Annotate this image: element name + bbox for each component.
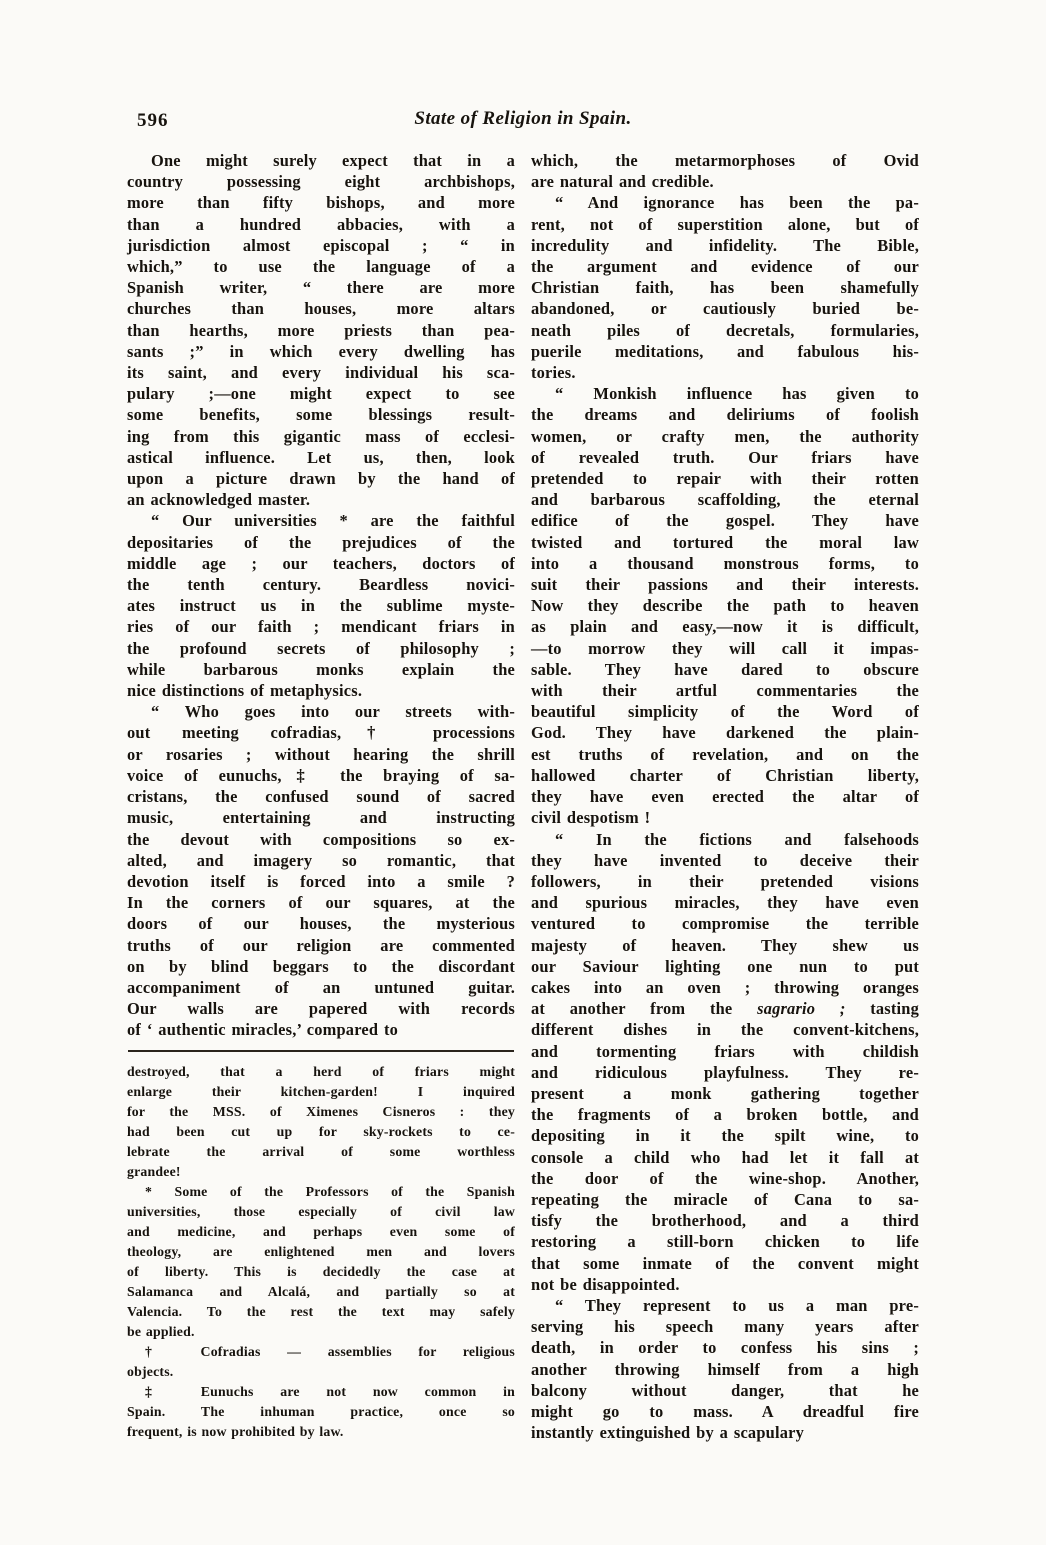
- text-line: [127, 1142, 515, 1162]
- text-span: sants ;” in which every dwelling has: [127, 341, 515, 361]
- text-span: of revealed truth. Our friars have: [531, 447, 919, 467]
- text-line: [531, 320, 919, 341]
- text-span: the devout with compositions so ex-: [127, 829, 515, 849]
- footnote-separator: [128, 1050, 514, 1052]
- text-span: doors of our houses, the mysterious: [127, 914, 515, 934]
- paragraph: [127, 1062, 515, 1182]
- text-line: [127, 1302, 515, 1322]
- text-span: the tenth century. Beardless novici-: [127, 575, 515, 595]
- text-span: that some inmate of the convent might: [531, 1253, 919, 1273]
- text-span: while barbarous monks explain the: [127, 659, 515, 679]
- text-span: not be disappointed.: [531, 1274, 680, 1294]
- text-line: [531, 362, 919, 383]
- text-span: civil despotism !: [531, 808, 651, 828]
- text-line: [531, 1231, 919, 1252]
- text-span: and medicine, and perhaps even some of: [127, 1223, 515, 1239]
- paragraph: [127, 1382, 515, 1442]
- text-line: [127, 404, 515, 425]
- text-line: [127, 1082, 515, 1102]
- text-span: devotion itself is forced into a smile ?: [127, 871, 515, 891]
- text-span: middle age ; our teachers, doctors of: [127, 553, 515, 573]
- text-line: [127, 447, 515, 468]
- text-line: [127, 595, 515, 616]
- text-line: [531, 489, 919, 510]
- text-line: [531, 383, 919, 404]
- text-span: nice distinctions of metaphysics.: [127, 681, 363, 701]
- text-span: for the MSS. of Ximenes Cisneros : they: [127, 1103, 515, 1119]
- text-span: on by blind beggars to the discordant: [127, 956, 515, 976]
- text-span: another throwing himself from a high: [531, 1359, 919, 1379]
- text-span: tisfy the brotherhood, and a third: [531, 1211, 919, 1231]
- text-span: ates instruct us in the sublime myste-: [127, 596, 515, 616]
- text-columns: [127, 150, 919, 1443]
- text-span: In the corners of our squares, at the: [127, 893, 515, 913]
- text-span: repeating the miracle of Cana to sa-: [531, 1189, 919, 1209]
- text-line: [531, 765, 919, 786]
- text-line: [127, 235, 515, 256]
- text-line: [127, 616, 515, 637]
- text-line: [531, 1041, 919, 1062]
- text-line: [127, 214, 515, 235]
- text-line: [127, 892, 515, 913]
- text-line: [531, 574, 919, 595]
- text-span: ventured to compromise the terrible: [531, 914, 919, 934]
- text-line: [531, 1359, 919, 1380]
- text-line: [127, 532, 515, 553]
- text-line: [531, 171, 919, 192]
- text-line: [531, 1253, 919, 1274]
- text-line: [127, 362, 515, 383]
- text-line: [531, 1422, 919, 1443]
- text-line: [531, 553, 919, 574]
- text-span: ries of our faith ; mendicant friars in: [127, 617, 515, 637]
- text-span: puerile meditations, and fabulous his-: [531, 341, 919, 361]
- text-line: [127, 1382, 515, 1402]
- text-span: console a child who had let it fall at: [531, 1147, 919, 1167]
- text-span: which, the metarmorphoses of Ovid: [531, 151, 919, 170]
- text-line: [127, 1202, 515, 1222]
- text-span: Now they describe the path to heaven: [531, 596, 919, 616]
- text-line: [531, 1274, 919, 1295]
- text-span: the dreams and deliriums of foolish: [531, 405, 919, 425]
- text-line: [531, 807, 919, 828]
- text-span: God. They have darkened the plain-: [531, 723, 919, 743]
- text-line: [127, 1182, 515, 1202]
- text-span: might go to mass. A dreadful fire: [531, 1401, 919, 1421]
- text-line: [531, 468, 919, 489]
- text-span: neath piles of decretals, formularies,: [531, 320, 919, 340]
- text-span: enlarge their kitchen-garden! I inquired: [127, 1083, 515, 1099]
- text-span: beautiful simplicity of the Word of: [531, 702, 919, 722]
- text-line: [531, 1168, 919, 1189]
- text-line: [127, 171, 515, 192]
- text-span: and tormenting friars with childish: [531, 1041, 919, 1061]
- text-span: than a hundred abbacies, with a: [127, 214, 515, 234]
- text-line: [127, 744, 515, 765]
- text-line: [531, 998, 919, 1019]
- text-line: [531, 595, 919, 616]
- text-line: [531, 701, 919, 722]
- text-line: [531, 977, 919, 998]
- text-span: cakes into an oven ; throwing oranges: [531, 977, 919, 997]
- text-line: [531, 1295, 919, 1316]
- text-line: [531, 659, 919, 680]
- text-line: [127, 489, 515, 510]
- text-span: Our walls are papered with records: [127, 999, 515, 1019]
- text-line: [127, 1242, 515, 1262]
- text-line: [531, 722, 919, 743]
- paragraph: [531, 150, 919, 192]
- text-line: [531, 341, 919, 362]
- text-span: out meeting cofradias,† processions: [127, 723, 515, 743]
- text-span: Valencia. To the rest the text may safely: [127, 1303, 515, 1319]
- text-line: [531, 277, 919, 298]
- text-line: [531, 829, 919, 850]
- text-line: [531, 913, 919, 934]
- text-line: [127, 807, 515, 828]
- paragraph: [127, 701, 515, 1040]
- text-span: music, entertaining and instructing: [127, 808, 515, 828]
- running-title: State of Religion in Spain.: [414, 108, 632, 129]
- text-line: [127, 850, 515, 871]
- text-span: serving his speech many years after: [531, 1317, 919, 1337]
- paragraph: [127, 1182, 515, 1342]
- text-line: [531, 447, 919, 468]
- text-span: of ‘ authentic miracles,’ compared to: [127, 1020, 399, 1040]
- text-span: theology, are enlightened men and lovers: [127, 1243, 515, 1259]
- text-line: [127, 1102, 515, 1122]
- text-line: [127, 659, 515, 680]
- text-span: Christian faith, has been shamefully: [531, 278, 919, 298]
- text-span: rent, not of superstition alone, but of: [531, 214, 919, 234]
- text-line: [127, 871, 515, 892]
- text-span: death, in order to confess his sins ;: [531, 1338, 919, 1358]
- text-line: [531, 1125, 919, 1146]
- text-line: [127, 1062, 515, 1082]
- text-span: more than fifty bishops, and more: [127, 193, 515, 213]
- text-span: frequent, is now prohibited by law.: [127, 1423, 344, 1439]
- text-span: grandee!: [127, 1163, 181, 1179]
- text-span: some benefits, some blessings result-: [127, 405, 515, 425]
- text-span: pulary ;—one might expect to see: [127, 384, 515, 404]
- paragraph: [531, 383, 919, 828]
- text-line: [127, 1422, 515, 1442]
- text-span: ‡ Eunuchs are not now common in: [145, 1383, 515, 1399]
- text-span: churches than houses, more altars: [127, 299, 515, 319]
- text-span: upon a picture drawn by the hand of: [127, 469, 515, 489]
- text-span: “ They represent to us a man pre-: [555, 1295, 919, 1315]
- text-span: twisted and tortured the moral law: [531, 532, 919, 552]
- text-line: [127, 956, 515, 977]
- text-line: [127, 426, 515, 447]
- text-span: depositaries of the prejudices of the: [127, 532, 515, 552]
- text-line: [531, 214, 919, 235]
- text-span: truths of our religion are commented: [127, 935, 515, 955]
- text-line: [531, 1316, 919, 1337]
- text-span: “ In the fictions and falsehoods: [555, 829, 919, 849]
- text-line: [531, 1147, 919, 1168]
- text-line: [531, 786, 919, 807]
- text-span: tasting: [845, 999, 919, 1019]
- text-span: different dishes in the convent-kitchens,: [531, 1020, 919, 1040]
- text-span: “ Our universities * are the faithful: [151, 511, 515, 531]
- text-span: its saint, and every individual his sca-: [127, 363, 515, 383]
- text-line: [127, 680, 515, 701]
- paragraph: [127, 510, 515, 701]
- text-line: [127, 935, 515, 956]
- text-line: [127, 1282, 515, 1302]
- text-span: † Cofradias — assemblies for religious: [145, 1343, 515, 1359]
- text-span: tories.: [531, 363, 576, 383]
- text-line: [127, 765, 515, 786]
- left-column-body: [127, 150, 515, 1041]
- text-span: country possessing eight archbishops,: [127, 172, 515, 192]
- text-line: [127, 786, 515, 807]
- text-span: lebrate the arrival of some worthless: [127, 1143, 515, 1159]
- text-line: [127, 277, 515, 298]
- text-span: our Saviour lighting one nun to put: [531, 956, 919, 976]
- text-span: be applied.: [127, 1323, 195, 1339]
- text-line: [531, 850, 919, 871]
- text-span: Spain. The inhuman practice, once so: [127, 1403, 515, 1419]
- text-line: [531, 1083, 919, 1104]
- text-line: [531, 1337, 919, 1358]
- text-line: [127, 574, 515, 595]
- text-span: had been cut up for sky-rockets to ce-: [127, 1123, 515, 1139]
- text-line: [127, 341, 515, 362]
- text-span: the fragments of a broken bottle, and: [531, 1105, 919, 1125]
- text-span: edifice of the gospel. They have: [531, 511, 919, 531]
- text-span: voice of eunuchs,‡ the braying of sa-: [127, 765, 515, 785]
- text-line: [127, 829, 515, 850]
- text-line: [531, 1062, 919, 1083]
- page-header: [127, 108, 919, 140]
- text-line: [531, 616, 919, 637]
- text-span: hallowed charter of Christian liberty,: [531, 765, 919, 785]
- text-line: [127, 383, 515, 404]
- text-line: [531, 256, 919, 277]
- text-span: jurisdiction almost episcopal ; “ in: [127, 235, 515, 255]
- text-line: [127, 1162, 515, 1182]
- text-line: [127, 510, 515, 531]
- text-line: [531, 1189, 919, 1210]
- text-line: [531, 426, 919, 447]
- text-span: women, or crafty men, the authority: [531, 426, 919, 446]
- left-column: [127, 150, 515, 1443]
- text-span: * Some of the Professors of the Spanish: [145, 1183, 515, 1199]
- text-span: with their artful commentaries the: [531, 681, 919, 701]
- text-line: [127, 1362, 515, 1382]
- text-span: ing from this gigantic mass of ecclesi-: [127, 426, 515, 446]
- text-span: sable. They have dared to obscure: [531, 659, 919, 679]
- text-line: [127, 298, 515, 319]
- paragraph: [531, 192, 919, 383]
- text-line: [127, 256, 515, 277]
- text-line: [127, 977, 515, 998]
- text-line: [531, 1210, 919, 1231]
- text-span: they have even erected the altar of: [531, 787, 919, 807]
- text-line: [127, 468, 515, 489]
- text-span: universities, those especially of civil law: [127, 1203, 515, 1219]
- text-line: [127, 553, 515, 574]
- page-number: 596: [137, 110, 169, 131]
- paragraph: [127, 150, 515, 510]
- text-span: —to morrow they will call it impas-: [531, 638, 919, 658]
- text-line: [127, 1402, 515, 1422]
- text-span: pretended to repair with their rotten: [531, 469, 919, 489]
- text-line: [531, 1019, 919, 1040]
- text-line: [531, 1401, 919, 1422]
- text-span: balcony without danger, that he: [531, 1380, 919, 1400]
- text-span: than hearths, more priests than pea-: [127, 320, 515, 340]
- text-line: [127, 1322, 515, 1342]
- paragraph: [127, 1342, 515, 1382]
- text-span: at another from the: [531, 999, 758, 1019]
- text-span: an acknowledged master.: [127, 490, 311, 510]
- paragraph: [531, 1295, 919, 1443]
- text-span: Salamanca and Alcalá, and partially so at: [127, 1283, 515, 1299]
- text-span: are natural and credible.: [531, 172, 714, 192]
- text-span: followers, in their pretended visions: [531, 871, 919, 891]
- text-span: destroyed, that a herd of friars might: [127, 1063, 515, 1079]
- text-line: [531, 638, 919, 659]
- text-span: Spanish writer, “ there are more: [127, 278, 515, 298]
- text-span: accompaniment of an untuned guitar.: [127, 977, 515, 997]
- text-span: alted, and imagery so romantic, that: [127, 850, 515, 870]
- text-span: restoring a still-born chicken to life: [531, 1232, 919, 1252]
- text-span: the door of the wine-shop. Another,: [531, 1168, 919, 1188]
- text-span: “ Who goes into our streets with-: [151, 702, 515, 722]
- text-span: and barbarous scaffolding, the eternal: [531, 490, 919, 510]
- right-column: [531, 150, 919, 1443]
- text-span: “ Monkish influence has given to: [555, 384, 919, 404]
- text-line: [127, 320, 515, 341]
- text-line: [127, 913, 515, 934]
- paragraph: [531, 829, 919, 1295]
- text-line: [127, 1342, 515, 1362]
- text-span: One might surely expect that in a: [151, 151, 515, 170]
- text-span: present a monk gathering together: [531, 1083, 919, 1103]
- text-span: cristans, the confused sound of sacred: [127, 787, 515, 807]
- text-line: [127, 150, 515, 171]
- text-line: [531, 956, 919, 977]
- text-line: [531, 1380, 919, 1401]
- text-line: [531, 1104, 919, 1125]
- right-column-body: [531, 150, 919, 1443]
- text-span: which,” to use the language of a: [127, 257, 515, 277]
- text-line: [531, 235, 919, 256]
- text-line: [127, 192, 515, 213]
- text-span: instantly extinguished by a scapulary: [531, 1423, 804, 1443]
- text-line: [531, 404, 919, 425]
- text-span: of liberty. This is decidedly the case at: [127, 1263, 515, 1279]
- text-line: [531, 871, 919, 892]
- text-span: and ridiculous playfulness. They re-: [531, 1062, 919, 1082]
- text-line: [531, 935, 919, 956]
- text-span: and spurious miracles, they have even: [531, 893, 919, 913]
- text-line: [127, 1262, 515, 1282]
- text-line: [127, 638, 515, 659]
- text-line: [127, 701, 515, 722]
- text-span: depositing in it the spilt wine, to: [531, 1126, 919, 1146]
- footnotes-block: [127, 1062, 515, 1442]
- text-line: [127, 1019, 515, 1040]
- text-line: [127, 1122, 515, 1142]
- text-line: [531, 892, 919, 913]
- text-line: [531, 532, 919, 553]
- italic-text: sagrario ;: [757, 999, 846, 1019]
- text-span: the profound secrets of philosophy ;: [127, 638, 515, 658]
- text-line: [531, 150, 919, 171]
- text-span: as plain and easy,—now it is difficult,: [531, 617, 919, 637]
- text-span: they have invented to deceive their: [531, 850, 919, 870]
- text-span: objects.: [127, 1363, 174, 1379]
- text-span: “ And ignorance has been the pa-: [555, 193, 919, 213]
- text-span: est truths of revelation, and on the: [531, 744, 919, 764]
- text-span: into a thousand monstrous forms, to: [531, 553, 919, 573]
- text-span: abandoned, or cautiously buried be-: [531, 299, 919, 319]
- text-span: astical influence. Let us, then, look: [127, 447, 515, 467]
- text-span: the argument and evidence of our: [531, 257, 919, 277]
- text-line: [531, 744, 919, 765]
- text-line: [531, 192, 919, 213]
- text-line: [531, 510, 919, 531]
- text-span: suit their passions and their interests.: [531, 575, 919, 595]
- text-span: majesty of heaven. They shew us: [531, 935, 919, 955]
- text-line: [127, 722, 515, 743]
- text-span: incredulity and infidelity. The Bible,: [531, 235, 919, 255]
- text-line: [127, 1222, 515, 1242]
- text-line: [531, 680, 919, 701]
- text-line: [531, 298, 919, 319]
- text-span: or rosaries ; without hearing the shrill: [127, 744, 515, 764]
- text-line: [127, 998, 515, 1019]
